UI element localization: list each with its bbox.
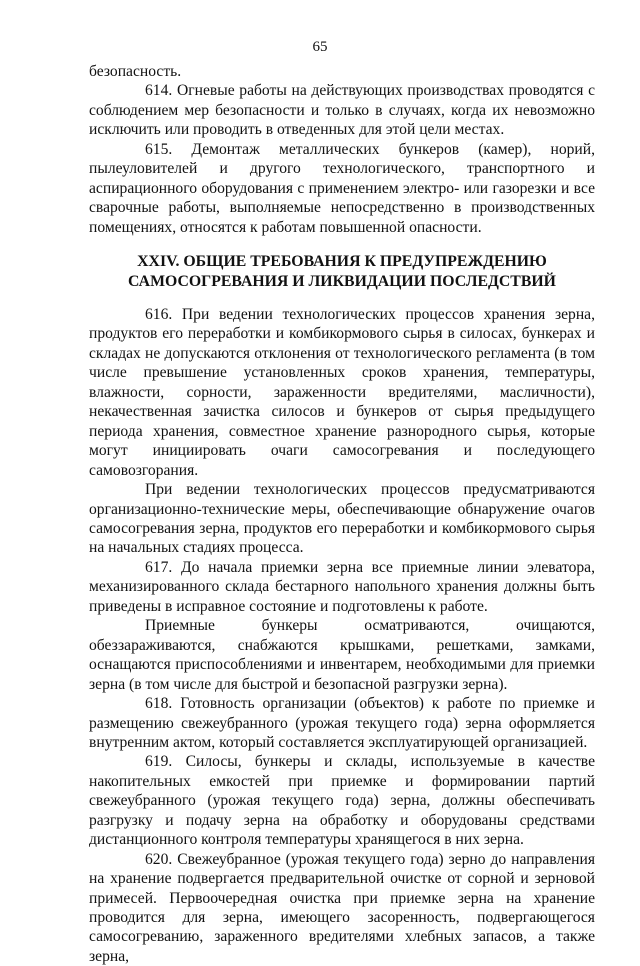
section-heading [89,252,595,291]
paragraph-616: 616. При ведении технологических процессов хранения зерна, продуктов его переработки и комбикормового сырья в силосах, бункерах и складах не допускаются отклонения от технологического регламента (в том числе превышение установленных сроков хранения, температуры, влажности, сорности, зараженности вредителями, масличности), некачественная зачистка силосов и бункеров от сырья предыдущего периода хранения, совместное хранение разнородного сырья, которые могут инициировать очаги самосогревания и последующего самовозгорания. [89,305,595,479]
document-body [89,62,595,966]
section-heading-line-1: XXIV. ОБЩИЕ ТРЕБОВАНИЯ К ПРЕДУПРЕЖДЕНИЮ [137,253,547,271]
paragraph: безопасность. [89,63,182,80]
paragraph-616-continued: При ведении технологических процессов предусматриваются организационно-технические меры, обеспечивающие обнаружение очагов самосогревания зерна, продуктов его переработки и комбикормового сырья на начальных стадиях процесса. [89,481,595,557]
paragraph-614: 614. Огневые работы на действующих производствах проводятся с соблюдением мер безопасности и только в случаях, когда их невозможно исключить или проводить в отведенных для этой цели местах. [89,82,595,139]
paragraph-617-continued: Приемные бункеры осматриваются, очищаются, обеззараживаются, снабжаются крышками, решетками, замками, оснащаются приспособлениями и инвентарем, необходимыми для приемки зерна (в том числе для быстрой и безопасной разгрузки зерна). [89,617,595,693]
paragraph-617: 617. До начала приемки зерна все приемные линии элеватора, механизированного склада бестарного напольного хранения должны быть приведены в исправное состояние и подготовлены к работе. [89,558,595,615]
paragraph-615: 615. Демонтаж металлических бункеров (камер), норий, пылеуловителей и другого технологического, транспортного и аспирационного оборудования с применением электро- или газорезки и все сварочные работы, выполняемые непосредственно в производственных помещениях, относятся к работам повышенной опасности. [89,140,595,236]
paragraph-619: 619. Силосы, бункеры и склады, используемые в качестве накопительных емкостей при приемке и формировании партий свежеубранного (урожая текущего года) зерна, должны обеспечивать разгрузку и подачу зерна на обработку и оборудованы средствами дистанционного контроля температуры хранящегося в них зерна. [89,753,595,849]
paragraph-620: 620. Свежеубранное (урожая текущего года) зерно до направления на хранение подвергается предварительной очистке от сорной и зерновой примесей. Первоочередная очистка при приемке зерна на хранение проводится для зерна, имеющего засоренность, подвергающегося самосогреванию, зараженного вредителями хлебных запасов, а также зерна, [89,850,595,965]
page-number: 65 [312,39,328,55]
section-heading-line-2: САМОСОГРЕВАНИЯ И ЛИКВИДАЦИИ ПОСЛЕДСТВИЙ [128,272,556,290]
paragraph-618: 618. Готовность организации (объектов) к работе по приемке и размещению свежеубранного (урожая текущего года) зерна оформляется внутренним актом, который составляется эксплуатирующей организацией. [89,695,595,751]
